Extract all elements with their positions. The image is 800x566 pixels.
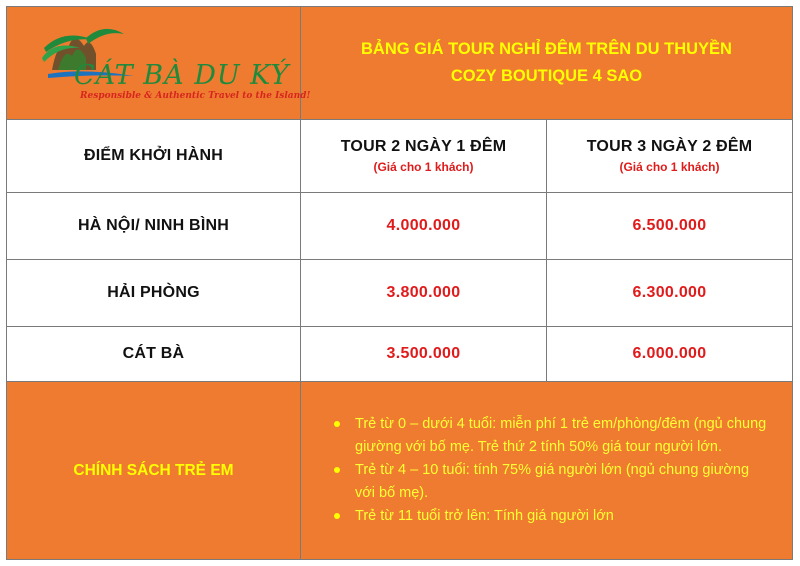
- row-place: CÁT BÀ: [122, 345, 185, 362]
- row-price-tour1: 4.000.000: [386, 217, 461, 234]
- policy-list: [301, 413, 792, 528]
- header-tour1-cell: [301, 120, 547, 193]
- row-price-tour1: 3.800.000: [386, 284, 461, 301]
- row-price-tour2: 6.500.000: [632, 217, 707, 234]
- header-tour2-cell: [547, 120, 792, 193]
- policy-row: [7, 382, 792, 559]
- cat-ba-du-ky-logo: [24, 18, 310, 108]
- header-tour2: TOUR 3 NGÀY 2 ĐÊM: [586, 138, 753, 155]
- list-item: [331, 505, 772, 528]
- row-place: HÀ NỘI/ NINH BÌNH: [78, 217, 229, 234]
- row-price-tour1: 3.500.000: [386, 345, 461, 362]
- row-price-tour2: 6.000.000: [632, 345, 707, 362]
- bullet-icon: [334, 421, 340, 427]
- table-row: [7, 260, 792, 327]
- bullet-icon: [334, 513, 340, 519]
- bullet-icon: [334, 467, 340, 473]
- policy-content-cell: [301, 382, 792, 559]
- list-item: [331, 413, 772, 459]
- row-price-tour2: 6.300.000: [632, 284, 707, 301]
- policy-item-text: Trẻ từ 0 – dưới 4 tuổi: miễn phí 1 trẻ em/phòng/đêm (ngủ chung giường với bố mẹ. Trẻ thứ 2 tính 50% giá tour người lớn.: [355, 416, 767, 455]
- policy-title-cell: [7, 382, 301, 559]
- header-tour2-note: (Giá cho 1 khách): [619, 160, 720, 174]
- policy-item-text: Trẻ từ 4 – 10 tuổi: tính 75% giá người lớn (ngủ chung giường với bố mẹ).: [355, 462, 750, 501]
- header-tour1-note: (Giá cho 1 khách): [373, 160, 474, 174]
- logo-cell: [7, 7, 310, 120]
- list-item: [331, 459, 772, 505]
- row-place: HẢI PHÒNG: [107, 284, 200, 301]
- title-cell: [301, 7, 792, 120]
- page-title-line2: COZY BOUTIQUE 4 SAO: [450, 67, 643, 85]
- table-row: [7, 327, 792, 382]
- logo-slogan: Responsible & Authentic Travel to the Island!: [79, 91, 310, 101]
- policy-item-text: Trẻ từ 11 tuổi trở lên: Tính giá người lớn: [355, 508, 614, 524]
- logo-name: CÁT BÀ DU KÝ: [73, 60, 289, 91]
- table-row: [7, 193, 792, 260]
- title-row: [7, 7, 792, 120]
- page-title-line1: BẢNG GIÁ TOUR NGHỈ ĐÊM TRÊN DU THUYỀN: [361, 40, 732, 58]
- header-tour1: TOUR 2 NGÀY 1 ĐÊM: [340, 138, 507, 155]
- price-table: [6, 6, 793, 560]
- header-row: [7, 120, 792, 193]
- header-departure: ĐIỂM KHỞI HÀNH: [83, 147, 224, 164]
- policy-title: CHÍNH SÁCH TRẺ EM: [73, 461, 234, 479]
- logo-graphic: [24, 18, 310, 108]
- header-departure-cell: [7, 120, 301, 193]
